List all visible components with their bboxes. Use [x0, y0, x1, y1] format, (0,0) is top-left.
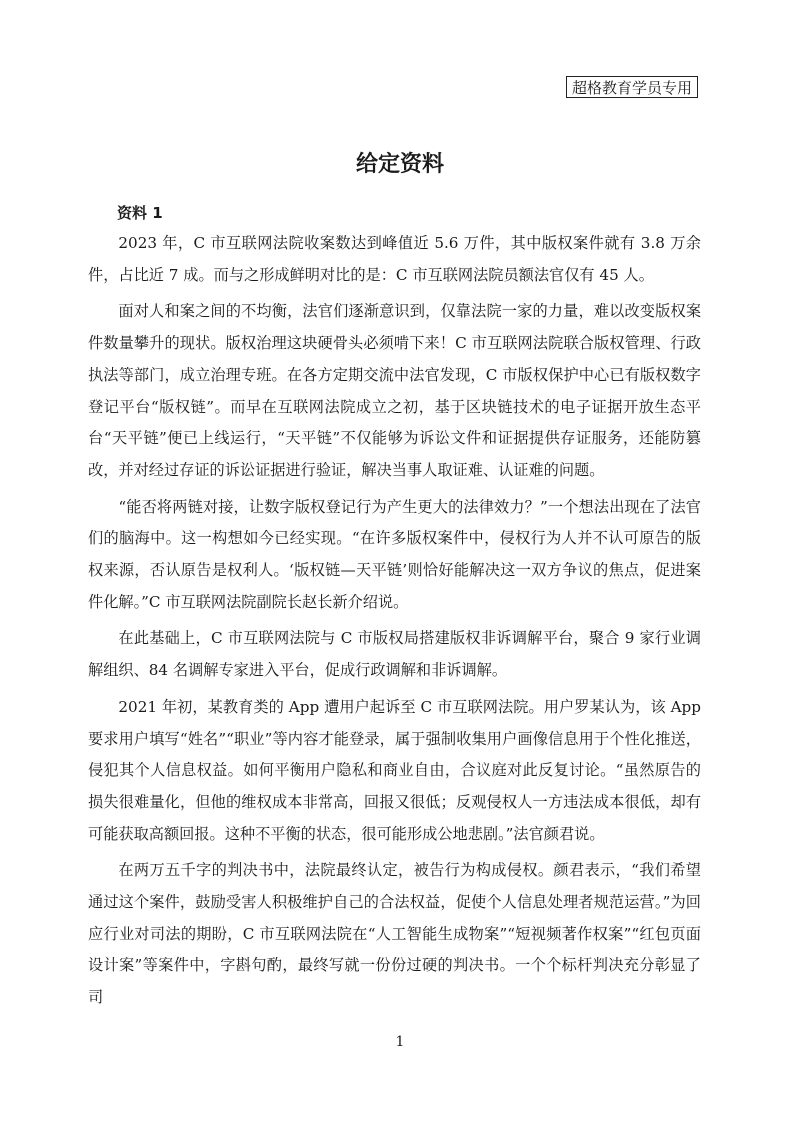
watermark-stamp: 超格教育学员专用: [566, 76, 698, 98]
body-text: [88, 228, 705, 1019]
paragraph: 在两万五千字的判决书中，法院最终认定，被告行为构成侵权。颜君表示，“我们希望通过这个案件，鼓励受害人积极维护自己的合法权益，促使个人信息处理者规范运营。”为回应行业对司法的期盼，C 市互联网法院在“人工智能生成物案”“短视频著作权案”“红包页面设计案”等案件中，字斟句酌，最终写就一份份过硬的判决书。一个个标杆判决充分彰显了司: [88, 861, 701, 1007]
paragraph: “能否将两链对接，让数字版权登记行为产生更大的法律效力？”一个想法出现在了法官们的脑海中。这一构想如今已经实现。“在许多版权案件中，侵权行为人并不认可原告的版权来源，否认原告是权利人。‘版权链—天平链’则恰好能解决这一双方争议的焦点，促进案件化解。”C 市互联网法院副院长赵长新介绍说。: [88, 497, 701, 611]
paragraph: 2021 年初，某教育类的 App 遭用户起诉至 C 市互联网法院。用户罗某认为，该 App 要求用户填写“姓名”“职业”等内容才能登录，属于强制收集用户画像信息用于个性化推送，侵犯其个人信息权益。如何平衡用户隐私和商业自由，合议庭对此反复讨论。“虽然原告的损失很难量化，但他的维权成本非常高，回报又很低；反观侵权人一方违法成本很低，却有可能获取高额回报。这种不平衡的状态，很可能形成公地悲剧。”法官颜君说。: [88, 697, 701, 843]
paragraph: 在此基础上，C 市互联网法院与 C 市版权局搭建版权非诉调解平台，聚合 9 家行业调解组织、84 名调解专家进入平台，促成行政调解和非诉调解。: [88, 629, 701, 680]
paragraph: 面对人和案之间的不均衡，法官们逐渐意识到，仅靠法院一家的力量，难以改变版权案件数量攀升的现状。版权治理这块硬骨头必须啃下来！C 市互联网法院联合版权管理、行政执法等部门，成立治理专班。在各方定期交流中法官发现，C 市版权保护中心已有版权数字登记平台“版权链”。而早在互联网法院成立之初，基于区块链技术的电子证据开放生态平台“天平链”便已上线运行，“天平链”不仅能够为诉讼文件和证据提供存证服务，还能防篡改，并对经过存证的诉讼证据进行验证，解决当事人取证难、认证难的问题。: [88, 302, 701, 479]
page-number: 1: [395, 1034, 405, 1050]
document-title: 给定资料: [355, 152, 444, 177]
section-label: 资料 1: [117, 204, 163, 222]
paragraph: 2023 年，C 市互联网法院收案数达到峰值近 5.6 万件，其中版权案件就有 3.8 万余件，占比近 7 成。而与之形成鲜明对比的是：C 市互联网法院员额法官仅有 45 人。: [88, 234, 701, 284]
